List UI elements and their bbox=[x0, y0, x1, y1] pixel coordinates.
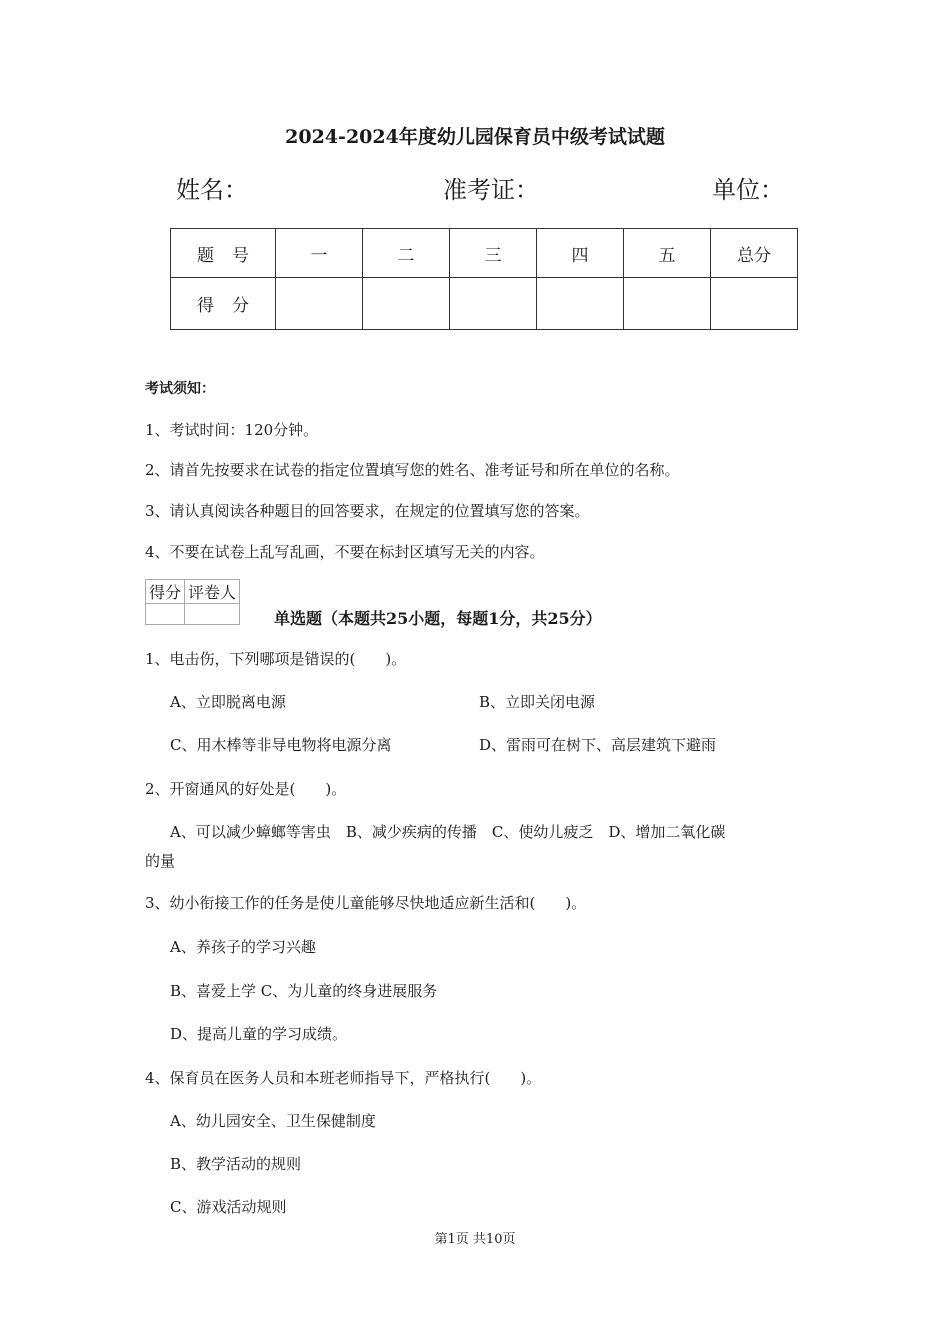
score-cell[interactable] bbox=[711, 278, 798, 330]
exam-id-field-label: 准考证： bbox=[443, 176, 539, 204]
score-table-header-cell: 四 bbox=[537, 229, 624, 278]
question-3-option-d[interactable]: D、提高儿童的学习成绩。 bbox=[170, 1025, 348, 1043]
section-title: 单选题（本题共25小题，每题1分，共25分） bbox=[274, 609, 602, 628]
question-1-stem: 1、电击伤，下列哪项是错误的( )。 bbox=[145, 650, 407, 668]
score-table-header-cell: 一 bbox=[276, 229, 363, 278]
notice-item: 4、不要在试卷上乱写乱画，不要在标封区填写无关的内容。 bbox=[145, 543, 545, 561]
score-cell[interactable] bbox=[450, 278, 537, 330]
score-table-header-row bbox=[171, 229, 798, 278]
question-3-option-a[interactable]: A、养孩子的学习兴趣 bbox=[170, 938, 316, 956]
question-2-options[interactable]: A、可以减少蟑螂等害虫 B、减少疾病的传播 C、使幼儿疲乏 D、增加二氧化碳 bbox=[170, 823, 726, 841]
grader-score-cell[interactable] bbox=[146, 604, 185, 625]
question-3-stem: 3、幼小衔接工作的任务是使儿童能够尽快地适应新生活和( )。 bbox=[145, 894, 587, 912]
grader-box bbox=[145, 579, 240, 625]
score-table-header-cell: 三 bbox=[450, 229, 537, 278]
notice-item: 3、请认真阅读各种题目的回答要求，在规定的位置填写您的答案。 bbox=[145, 502, 590, 520]
question-1-option-d[interactable]: D、雷雨可在树下、高层建筑下避雨 bbox=[479, 736, 717, 754]
question-2-options-continued: 的量 bbox=[145, 852, 176, 870]
score-table-header-cell: 总分 bbox=[711, 229, 798, 278]
score-table bbox=[170, 228, 798, 330]
unit-field-label: 单位： bbox=[712, 176, 784, 204]
notice-item: 2、请首先按要求在试卷的指定位置填写您的姓名、准考证号和所在单位的名称。 bbox=[145, 461, 680, 479]
question-3-option-bc[interactable]: B、喜爱上学 C、为儿童的终身进展服务 bbox=[170, 982, 438, 1000]
page-footer: 第1页 共10页 bbox=[434, 1232, 516, 1247]
score-cell[interactable] bbox=[363, 278, 450, 330]
question-4-stem: 4、保育员在医务人员和本班老师指导下，严格执行( )。 bbox=[145, 1069, 542, 1087]
question-1-option-a[interactable]: A、立即脱离电源 bbox=[170, 693, 286, 711]
notice-item: 1、考试时间：120分钟。 bbox=[145, 421, 319, 439]
score-table-score-row bbox=[171, 278, 798, 330]
question-4-option-b[interactable]: B、教学活动的规则 bbox=[170, 1155, 302, 1173]
page-title: 2024-2024年度幼儿园保育员中级考试试题 bbox=[285, 126, 665, 148]
grader-reviewer-label: 评卷人 bbox=[185, 580, 240, 604]
score-table-header-cell: 二 bbox=[363, 229, 450, 278]
question-4-option-a[interactable]: A、幼儿园安全、卫生保健制度 bbox=[170, 1112, 376, 1130]
score-cell[interactable] bbox=[624, 278, 711, 330]
score-cell[interactable] bbox=[276, 278, 363, 330]
question-2-stem: 2、开窗通风的好处是( )。 bbox=[145, 780, 347, 798]
name-field-label: 姓名： bbox=[176, 176, 248, 204]
grader-reviewer-cell[interactable] bbox=[185, 604, 240, 625]
question-1-option-c[interactable]: C、用木棒等非导电物将电源分离 bbox=[170, 736, 392, 754]
notice-heading: 考试须知： bbox=[145, 381, 215, 397]
question-1-option-b[interactable]: B、立即关闭电源 bbox=[479, 693, 596, 711]
score-table-score-label: 得分 bbox=[171, 278, 276, 330]
grader-score-label: 得分 bbox=[146, 580, 185, 604]
score-table-header-label: 题号 bbox=[171, 229, 276, 278]
question-4-option-c[interactable]: C、游戏活动规则 bbox=[170, 1198, 287, 1216]
score-table-header-cell: 五 bbox=[624, 229, 711, 278]
score-cell[interactable] bbox=[537, 278, 624, 330]
